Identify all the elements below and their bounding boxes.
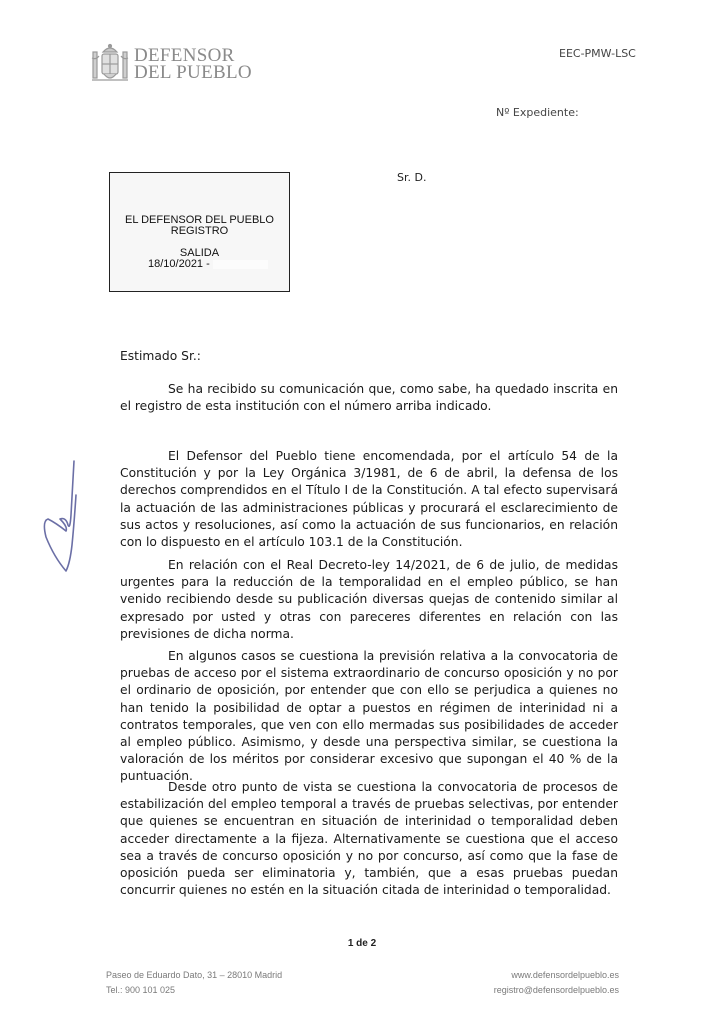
reference-code: EEC-PMW-LSC (559, 47, 636, 60)
recipient-label: Sr. D. (397, 171, 427, 184)
stamp-date-text: 18/10/2021 - (148, 258, 210, 270)
footer-online (494, 968, 619, 998)
logo-line-1: DEFENSOR (134, 45, 235, 66)
footer-address: Paseo de Eduardo Dato, 31 – 28010 Madrid (106, 970, 283, 980)
stamp-date (148, 258, 268, 270)
logo-line-2: DEL PUEBLO (134, 62, 252, 83)
footer-email-link[interactable]: registro@defensordelpueblo.es (493, 985, 619, 995)
paragraph-4: En algunos casos se cuestiona la previsión relativa a la convocatoria de pruebas de acceso por el sistema extraordinario de concurso oposición y no por el ordinario de oposición, por entender que con ello se perjudica a quienes no han tenido la posibilidad de optar a puestos en régimen de interinidad ni a contratos temporales, que ven con ello mermadas sus posibilidades de acceder al empleo público. Asimismo, y desde una perspectiva similar, se cuestiona la valoración de los méritos por considerar excesivo que supongan el 40 % de la puntuación. (120, 649, 618, 784)
redacted-number (213, 260, 268, 269)
paragraph-2: El Defensor del Pueblo tiene encomendada, por el artículo 54 de la Constitución y por la Ley Orgánica 3/1981, de 6 de abril, la defensa de los derechos comprendidos en el Título I de la Constitución. A tal efecto supervisará la actuación de las administraciones públicas y procurará el esclarecimiento de sus actos y resoluciones, así como la actuación de sus funcionarios, en relación con lo dispuesto en el artículo 103.1 de la Constitución. (120, 449, 618, 550)
paragraph-3: En relación con el Real Decreto-ley 14/2021, de 6 de julio, de medidas urgentes para la reducción de la temporalidad en el empleo público, se han venido recibiendo desde su publicación diversas quejas de contenido similar al expresado por usted y otras con pareceres diferentes en relación con las previsiones de dicha norma. (120, 558, 618, 641)
stamp-registry: REGISTRO (170, 225, 229, 237)
expediente-field (496, 106, 579, 119)
footer-contact (106, 968, 282, 998)
stamp-institution: EL DEFENSOR DEL PUEBLO (125, 214, 274, 226)
royal-crest-icon (90, 42, 130, 86)
footer-website-link[interactable]: www.defensordelpueblo.es (511, 970, 619, 980)
stamp-type: SALIDA (179, 247, 220, 259)
institution-logo (90, 42, 252, 86)
registry-stamp (109, 172, 290, 292)
expediente-label: Nº Expediente: (496, 106, 579, 119)
salutation: Estimado Sr.: (120, 349, 201, 363)
handwritten-signature-icon (38, 455, 88, 575)
page-number: 1 de 2 (347, 938, 377, 949)
paragraph-5: Desde otro punto de vista se cuestiona la convocatoria de procesos de estabilización del empleo temporal a través de pruebas selectivas, por entender que quienes se encuentran en situación de interinidad o temporalidad deben acceder directamente a la fijeza. Alternativamente se cuestiona que el acceso sea a través de concurso oposición y no por concurso, así como que la fase de oposición pueda ser eliminatoria y, también, que a esas pruebas puedan concurrir quienes no estén en la situación citada de interinidad o temporalidad. (120, 780, 618, 898)
paragraph-1: Se ha recibido su comunicación que, como sabe, ha quedado inscrita en el registro de esta institución con el número arriba indicado. (120, 382, 618, 414)
footer-phone: Tel.: 900 101 025 (106, 985, 176, 995)
recipient-address (397, 171, 426, 184)
